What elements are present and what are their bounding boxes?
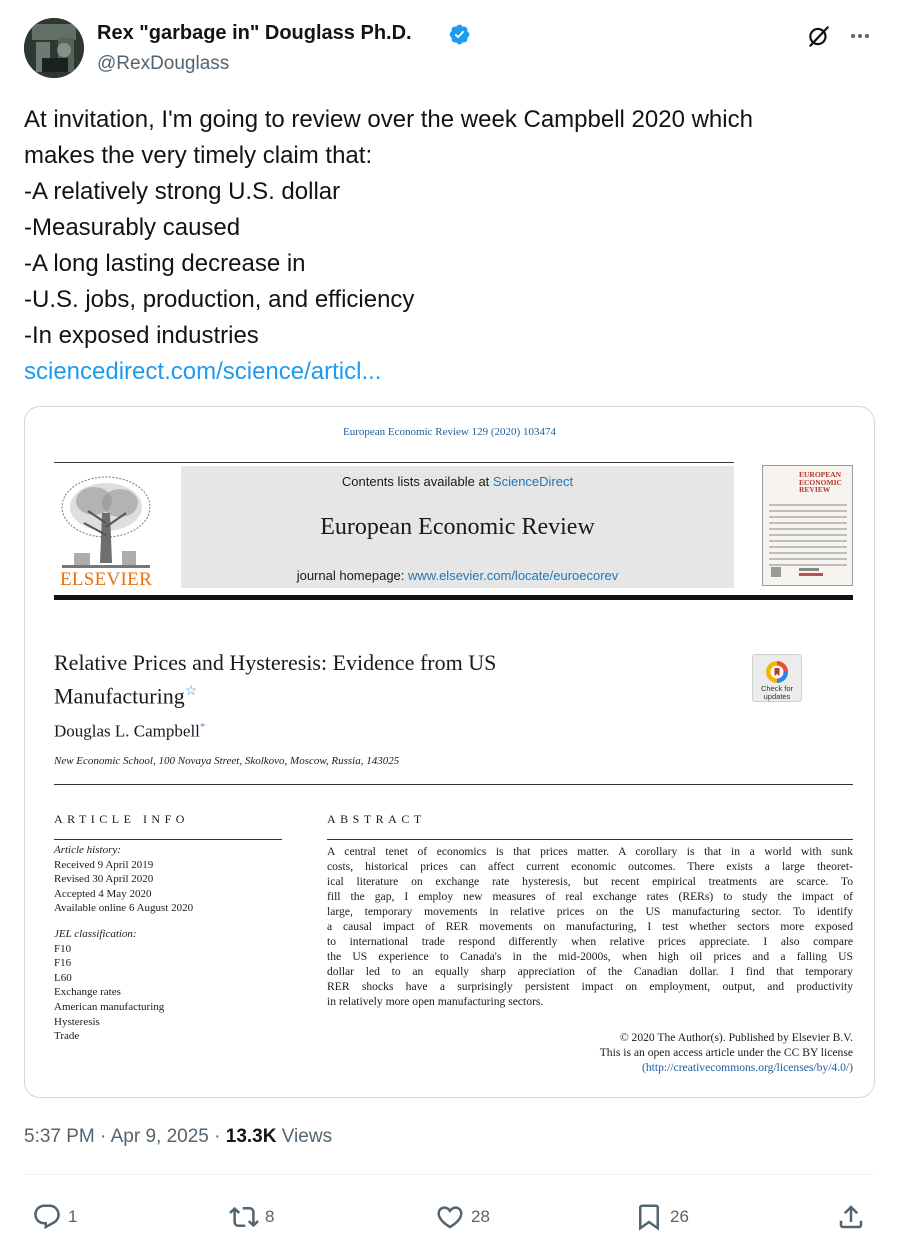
tweet-line: -A long lasting decrease in <box>24 250 306 277</box>
license-url: (http://creativecommons.org/licenses/by/4.0/) <box>641 1061 853 1074</box>
article-title <box>54 648 694 710</box>
like-button[interactable] <box>435 1200 490 1234</box>
keyword: American manufacturing <box>54 1000 165 1013</box>
cover-footer <box>769 565 847 579</box>
check-text-line: updates <box>763 692 791 701</box>
tweet-meta <box>24 1126 332 1148</box>
grok-icon[interactable] <box>806 23 832 49</box>
history-item: Revised 30 April 2020 <box>54 873 154 886</box>
avatar[interactable] <box>24 18 84 78</box>
reply-count: 1 <box>68 1207 78 1226</box>
journal-name: European Economic Review <box>320 514 595 540</box>
divider-thick <box>54 595 853 600</box>
abstract-heading: ABSTRACT <box>327 812 426 826</box>
tweet-line: -U.S. jobs, production, and efficiency <box>24 286 415 313</box>
article-info <box>54 843 282 1044</box>
like-icon <box>435 1202 465 1232</box>
keyword: Trade <box>54 1030 80 1043</box>
homepage-prefix: journal homepage: <box>296 568 409 583</box>
share-icon <box>836 1202 866 1232</box>
abstract-line: ical literature on exchange rate hysteresis, but recent empirical treatments are scarce. To <box>327 875 853 888</box>
repost-icon <box>229 1202 259 1232</box>
divider <box>327 839 853 840</box>
share-button[interactable] <box>836 1200 866 1234</box>
jel-heading: JEL classification: <box>54 927 137 940</box>
keyword: Hysteresis <box>54 1015 100 1028</box>
abstract-line: to international trade respond differently when relative prices appreciate. I also compare <box>327 935 853 948</box>
like-count: 28 <box>471 1207 490 1226</box>
contents-prefix: Contents lists available at <box>341 474 493 489</box>
homepage-line <box>181 568 734 583</box>
abstract-line: RER shocks have a surprisingly persistent impact on employment, output, and productivity <box>327 980 853 993</box>
abstract-line: costs, historical prices can affect current economic outcomes. There exists a large theoret- <box>327 860 853 873</box>
check-for-updates-icon <box>764 659 790 685</box>
article-title-line <box>54 677 694 710</box>
bookmark-button[interactable] <box>634 1200 689 1234</box>
abstract-line: fill the gap, I employ new measures of real exchange rates (RERs) to study the impact of <box>327 890 853 903</box>
abstract-text <box>327 844 853 1009</box>
history-heading: Article history: <box>54 844 121 856</box>
paper-author-name: Douglas L. Campbell <box>54 721 200 741</box>
divider <box>54 462 734 463</box>
cover-title-line: REVIEW <box>799 485 831 494</box>
tweet-time[interactable]: 5:37 PM <box>24 1126 95 1147</box>
abstract-line: large, temporary movements in relative prices on the US manufacturing sector. To identify <box>327 905 853 918</box>
check-for-updates-badge <box>752 654 802 702</box>
repost-button[interactable] <box>229 1200 274 1234</box>
cover-title-line: EUROPEAN <box>799 470 842 479</box>
keyword: L60 <box>54 971 72 984</box>
tweet-line: At invitation, I'm going to review over the week Campbell 2020 which <box>24 106 753 133</box>
history-item: Received 9 April 2019 <box>54 858 154 871</box>
bookmark-icon <box>634 1202 664 1232</box>
handle[interactable]: @RexDouglass <box>97 53 230 74</box>
contents-line <box>181 474 734 489</box>
divider <box>54 839 282 840</box>
tweet-line: makes the very timely claim that: <box>24 142 373 169</box>
abstract-line: A central tenet of economics is that prices matter. A corollary is that in a world with sunk <box>327 845 853 858</box>
copyright-line: This is an open access article under the CC BY license <box>599 1046 853 1059</box>
paper-author <box>54 721 205 742</box>
affiliation: New Economic School, 100 Novaya Street, Skolkovo, Moscow, Russia, 143025 <box>54 755 400 767</box>
cover-title <box>799 471 842 494</box>
paper-image-card[interactable] <box>24 406 875 1098</box>
divider <box>54 784 853 785</box>
journal-citation: European Economic Review 129 (2020) 103474 <box>343 426 556 438</box>
paper-screenshot <box>25 407 874 1097</box>
tweet-link[interactable]: sciencedirect.com/science/articl... <box>24 358 382 385</box>
check-text-line: Check for <box>760 684 794 693</box>
journal-header-box <box>181 466 734 588</box>
sciencedirect-link: ScienceDirect <box>492 474 574 489</box>
article-title-line: Relative Prices and Hysteresis: Evidence from US <box>54 650 497 675</box>
tweet-line: -Measurably caused <box>24 214 241 241</box>
history-item: Accepted 4 May 2020 <box>54 887 152 900</box>
history-item: Available online 6 August 2020 <box>54 902 194 915</box>
tweet-date[interactable]: Apr 9, 2025 <box>110 1126 209 1147</box>
copyright-notice <box>600 1030 853 1075</box>
abstract-line: in relatively more open manufacturing sectors. <box>327 995 544 1008</box>
tweet-text <box>24 102 874 390</box>
more-icon[interactable] <box>848 24 872 48</box>
reply-icon <box>32 1202 62 1232</box>
views-label: Views <box>276 1126 333 1147</box>
homepage-url: www.elsevier.com/locate/euroecorev <box>408 568 619 583</box>
journal-cover-thumbnail <box>762 465 853 586</box>
cover-contents <box>769 504 847 570</box>
article-title-line2: Manufacturing <box>54 683 185 709</box>
author-footnote-mark: * <box>199 721 206 733</box>
article-info-heading: ARTICLE INFO <box>54 812 189 826</box>
reply-button[interactable] <box>32 1200 77 1234</box>
divider <box>24 1174 874 1175</box>
title-footnote-mark: ☆ <box>184 684 198 699</box>
verified-badge-icon[interactable] <box>448 23 471 46</box>
abstract-line: dollar led to an equally sharp appreciation of the Canadian dollar. I find that temporary <box>327 965 853 978</box>
abstract-line: a causal impact of RER movements on manufacturing, I test whether sectors more exposed <box>327 920 853 933</box>
display-name[interactable]: Rex "garbage in" Douglass Ph.D. <box>97 22 412 44</box>
elsevier-wordmark: ELSEVIER <box>59 569 153 590</box>
keyword: F10 <box>54 942 72 955</box>
keyword: Exchange rates <box>54 986 121 999</box>
tweet-line: -A relatively strong U.S. dollar <box>24 178 341 205</box>
keyword: F16 <box>54 957 72 970</box>
check-for-updates-text <box>753 685 801 701</box>
cover-title-line: ECONOMIC <box>799 477 842 487</box>
tweet-line: -In exposed industries <box>24 322 259 349</box>
repost-count: 8 <box>265 1207 275 1226</box>
abstract-line: the US experience to Canada's in the mid-2000s, when high oil prices and a falling US <box>327 950 853 963</box>
meta-separator: · <box>94 1126 111 1147</box>
copyright-line: © 2020 The Author(s). Published by Elsevier B.V. <box>619 1031 853 1044</box>
bookmark-count: 26 <box>670 1207 689 1226</box>
meta-separator: · <box>208 1126 226 1147</box>
views-count: 13.3K <box>225 1126 277 1147</box>
